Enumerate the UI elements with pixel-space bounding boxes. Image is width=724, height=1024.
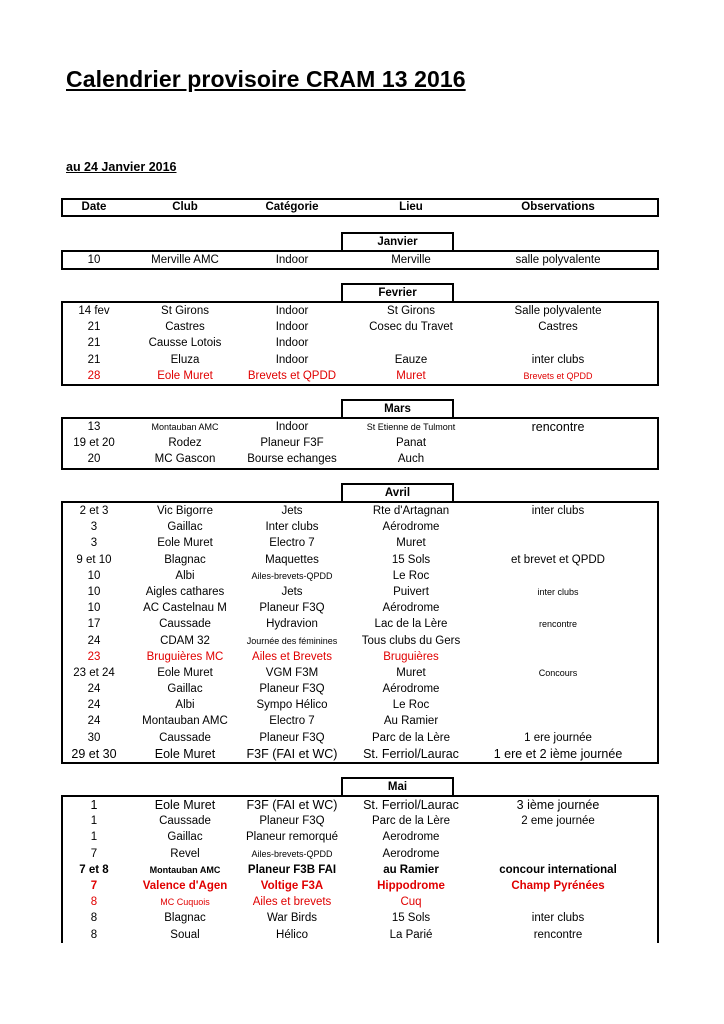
cell-cat: F3F (FAI et WC): [246, 746, 338, 761]
cell-date: 10: [87, 585, 101, 598]
cell-club: Vic Bigorre: [156, 505, 214, 517]
cell-club: MC Cuquois: [160, 897, 210, 908]
cell-date: 1: [90, 798, 98, 812]
cell-lieu: Panat: [395, 437, 427, 450]
cell-cat: Brevets et QPDD: [247, 369, 337, 382]
table-row: [63, 746, 657, 762]
cell-lieu: Muret: [396, 537, 426, 550]
cell-lieu: Aerodrome: [382, 831, 440, 844]
table-row: [63, 352, 657, 368]
cell-date: 29 et 30: [71, 746, 117, 761]
cell-club: Merville AMC: [151, 254, 219, 266]
cell-date: 8: [90, 912, 98, 925]
table-row: [63, 451, 657, 467]
table-row: [63, 503, 657, 519]
cell-club: AC Castelnau M: [143, 602, 227, 615]
cell-date: 19 et 20: [73, 437, 115, 450]
cell-obs: inter clubs: [537, 586, 579, 597]
month-label-0: Janvier: [341, 232, 454, 250]
cell-lieu: au Ramier: [383, 863, 439, 876]
table-row: [63, 681, 657, 697]
cell-club: Revel: [170, 847, 200, 860]
cell-lieu: Hippodrome: [377, 879, 445, 892]
cell-club: Albi: [175, 699, 195, 712]
cell-lieu: St Girons: [387, 305, 435, 317]
cell-club: Gaillac: [167, 683, 203, 696]
table-row: [63, 584, 657, 600]
header-club: Club: [172, 201, 198, 213]
table-row: [63, 600, 657, 616]
cell-club: Blagnac: [164, 912, 206, 925]
cell-club: Eole Muret: [157, 369, 213, 382]
cell-club: Soual: [170, 928, 200, 941]
table-row: [63, 535, 657, 551]
month-label-1: Fevrier: [341, 283, 454, 301]
cell-lieu: Aérodrome: [382, 683, 440, 696]
cell-date: 10: [87, 254, 101, 266]
cell-lieu: Puivert: [393, 585, 429, 598]
cell-cat: Ailes et brevets: [252, 896, 332, 909]
cell-date: 21: [87, 337, 101, 350]
table-row: [63, 368, 657, 384]
cell-cat: Indoor: [275, 337, 309, 350]
header-categorie: Catégorie: [265, 201, 319, 213]
cell-club: Eole Muret: [157, 537, 213, 550]
table-row: [63, 303, 657, 319]
table-row: [63, 927, 657, 943]
cell-obs: 3 ième journée: [516, 798, 600, 812]
month-label-2: Mars: [341, 399, 454, 417]
cell-cat: Indoor: [275, 353, 309, 366]
cell-lieu: Eauze: [394, 353, 428, 366]
cell-club: Eluza: [170, 353, 200, 366]
table-row: [63, 519, 657, 535]
cell-date: 1: [90, 831, 98, 844]
cell-lieu: Cuq: [400, 896, 422, 909]
cell-cat: Planeur F3Q: [259, 815, 325, 828]
cell-club: Valence d'Agen: [142, 879, 228, 892]
header-observations: Observations: [521, 201, 595, 213]
cell-lieu: Cosec du Travet: [369, 321, 453, 334]
table-row: [63, 713, 657, 729]
cell-cat: Indoor: [275, 421, 309, 433]
cell-lieu: Au Ramier: [383, 715, 439, 728]
cell-date: 3: [90, 521, 98, 534]
table-row: [63, 552, 657, 568]
cell-cat: Planeur F3F: [260, 437, 324, 450]
cell-cat: Ailes-brevets-QPDD: [251, 848, 333, 859]
cell-date: 20: [87, 453, 101, 466]
cell-date: 8: [90, 896, 98, 909]
table-row: [63, 335, 657, 351]
cell-cat: Sympo Hélico: [256, 699, 328, 712]
table-row: [63, 697, 657, 713]
table-row: [63, 910, 657, 926]
cell-obs: concour international: [499, 863, 617, 876]
cell-cat: Ailes-brevets-QPDD: [251, 570, 333, 581]
header-lieu: Lieu: [399, 201, 423, 213]
month-table-4: [61, 795, 659, 943]
cell-date: 24: [87, 634, 101, 647]
cell-obs: 1 ere et 2 ième journée: [493, 746, 623, 761]
cell-cat: Voltige F3A: [260, 879, 324, 892]
month-table-2: [61, 417, 659, 470]
cell-club: CDAM 32: [160, 634, 210, 647]
cell-obs: 1 ere journée: [524, 731, 592, 744]
header-date: Date: [81, 201, 107, 213]
cell-date: 10: [87, 569, 101, 582]
cell-date: 14 fev: [78, 305, 110, 317]
cell-date: 24: [87, 699, 101, 712]
month-label-4: Mai: [341, 777, 454, 795]
cell-date: 1: [90, 815, 98, 828]
cell-obs: Champ Pyrénées: [511, 879, 605, 892]
table-row: [63, 568, 657, 584]
cell-date: 24: [87, 715, 101, 728]
cell-obs: inter clubs: [531, 353, 585, 366]
cell-club: Montauban AMC: [151, 422, 219, 432]
cell-date: 8: [90, 928, 98, 941]
cell-lieu: Auch: [397, 453, 425, 466]
cell-club: Montauban AMC: [142, 715, 228, 728]
cell-lieu: 15 Sols: [391, 912, 431, 925]
cell-lieu: Aérodrome: [382, 521, 440, 534]
cell-cat: Planeur remorqué: [245, 831, 339, 844]
cell-date: 21: [87, 353, 101, 366]
cell-lieu: Aérodrome: [382, 602, 440, 615]
table-header: [61, 198, 659, 217]
table-row: [63, 633, 657, 649]
cell-cat: Electro 7: [269, 537, 315, 550]
cell-obs: Castres: [538, 321, 578, 334]
cell-obs: rencontre: [538, 619, 578, 630]
table-row: [63, 813, 657, 829]
cell-club: Eole Muret: [154, 746, 216, 761]
cell-lieu: Muret: [396, 369, 426, 382]
cell-cat: Jets: [281, 505, 303, 517]
cell-obs: Concours: [538, 667, 578, 678]
table-row: [63, 435, 657, 451]
month-table-3: [61, 501, 659, 764]
cell-lieu: St Etienne de Tulmont: [366, 422, 456, 432]
cell-lieu: Tous clubs du Gers: [361, 634, 461, 647]
cell-club: Caussade: [159, 731, 211, 744]
cell-cat: Hydravion: [266, 618, 318, 631]
cell-date: 28: [87, 369, 101, 382]
cell-date: 7 et 8: [79, 863, 109, 876]
table-row: [63, 649, 657, 665]
cell-date: 13: [87, 421, 101, 433]
cell-cat: VGM F3M: [265, 666, 319, 679]
date-subtitle: au 24 Janvier 2016: [66, 160, 177, 174]
month-label-3: Avril: [341, 483, 454, 501]
cell-lieu: La Parié: [389, 928, 433, 941]
cell-obs: inter clubs: [531, 912, 585, 925]
cell-obs: rencontre: [533, 928, 583, 941]
cell-club: Eole Muret: [157, 666, 213, 679]
cell-cat: Indoor: [275, 321, 309, 334]
cell-cat: Hélico: [276, 928, 308, 941]
cell-obs: 2 eme journée: [521, 815, 595, 828]
cell-club: Castres: [165, 321, 205, 334]
table-row: [63, 894, 657, 910]
table-row: [63, 797, 657, 813]
cell-date: 30: [87, 731, 101, 744]
cell-date: 17: [87, 618, 101, 631]
table-row: [63, 846, 657, 862]
cell-obs: salle polyvalente: [515, 254, 601, 266]
cell-cat: Planeur F3Q: [259, 683, 325, 696]
cell-lieu: Aerodrome: [382, 847, 440, 860]
cell-lieu: Merville: [391, 254, 431, 266]
cell-cat: Journée des féminines: [246, 635, 338, 646]
cell-cat: Planeur F3Q: [259, 602, 325, 615]
cell-obs: rencontre: [531, 420, 585, 434]
cell-date: 23 et 24: [73, 666, 115, 679]
cell-cat: Electro 7: [269, 715, 315, 728]
cell-cat: Inter clubs: [265, 521, 319, 534]
table-row: [63, 829, 657, 845]
cell-cat: Planeur F3B FAI: [247, 863, 337, 876]
cell-cat: Ailes et Brevets: [252, 650, 332, 663]
cell-cat: War Birds: [266, 912, 318, 925]
table-row: [63, 419, 657, 435]
cell-cat: Indoor: [275, 305, 309, 317]
cell-lieu: Lac de la Lère: [374, 618, 448, 631]
cell-cat: Planeur F3Q: [259, 731, 325, 744]
cell-cat: Jets: [281, 585, 303, 598]
table-row: [63, 878, 657, 894]
cell-club: Blagnac: [164, 553, 206, 566]
cell-club: Albi: [175, 569, 195, 582]
cell-lieu: Le Roc: [392, 699, 430, 712]
cell-date: 2 et 3: [79, 505, 109, 517]
cell-club: Gaillac: [167, 521, 203, 534]
cell-club: Montauban AMC: [149, 864, 221, 875]
month-table-0: [61, 250, 659, 270]
cell-cat: Bourse echanges: [247, 453, 337, 466]
cell-lieu: St. Ferriol/Laurac: [363, 746, 459, 761]
cell-date: 7: [90, 847, 98, 860]
cell-club: MC Gascon: [154, 453, 216, 466]
cell-club: Bruguières MC: [146, 650, 224, 663]
cell-obs: Salle polyvalente: [514, 305, 602, 317]
cell-obs: et brevet et QPDD: [511, 553, 605, 566]
cell-date: 9 et 10: [76, 553, 112, 566]
cell-date: 7: [90, 879, 98, 892]
cell-date: 10: [87, 602, 101, 615]
cell-date: 3: [90, 537, 98, 550]
cell-date: 23: [87, 650, 101, 663]
cell-club: St Girons: [161, 305, 209, 317]
cell-cat: Maquettes: [265, 553, 319, 566]
cell-club: Causse Lotois: [148, 337, 222, 350]
month-table-1: [61, 301, 659, 386]
cell-lieu: Parc de la Lère: [372, 815, 450, 828]
table-row: [63, 730, 657, 746]
table-row: [63, 665, 657, 681]
cell-lieu: Bruguières: [383, 650, 439, 663]
cell-lieu: 15 Sols: [391, 553, 431, 566]
cell-obs: inter clubs: [531, 505, 585, 517]
table-row: [63, 616, 657, 632]
cell-lieu: Rte d'Artagnan: [372, 505, 450, 517]
cell-obs: Brevets et QPDD: [523, 370, 593, 381]
cell-cat: F3F (FAI et WC): [246, 798, 338, 812]
cell-lieu: Le Roc: [392, 569, 430, 582]
cell-club: Eole Muret: [154, 798, 216, 812]
cell-club: Gaillac: [167, 831, 203, 844]
cell-lieu: Parc de la Lère: [372, 731, 450, 744]
table-row: [63, 862, 657, 878]
cell-lieu: Muret: [396, 666, 426, 679]
cell-club: Rodez: [168, 437, 202, 450]
page-title: Calendrier provisoire CRAM 13 2016: [66, 66, 466, 92]
cell-club: Caussade: [159, 618, 211, 631]
cell-lieu: St. Ferriol/Laurac: [363, 798, 459, 812]
cell-date: 21: [87, 321, 101, 334]
cell-date: 24: [87, 683, 101, 696]
table-row: [63, 319, 657, 335]
table-row: [63, 252, 657, 268]
cell-club: Aigles cathares: [145, 585, 225, 598]
cell-club: Caussade: [159, 815, 211, 828]
cell-cat: Indoor: [275, 254, 309, 266]
